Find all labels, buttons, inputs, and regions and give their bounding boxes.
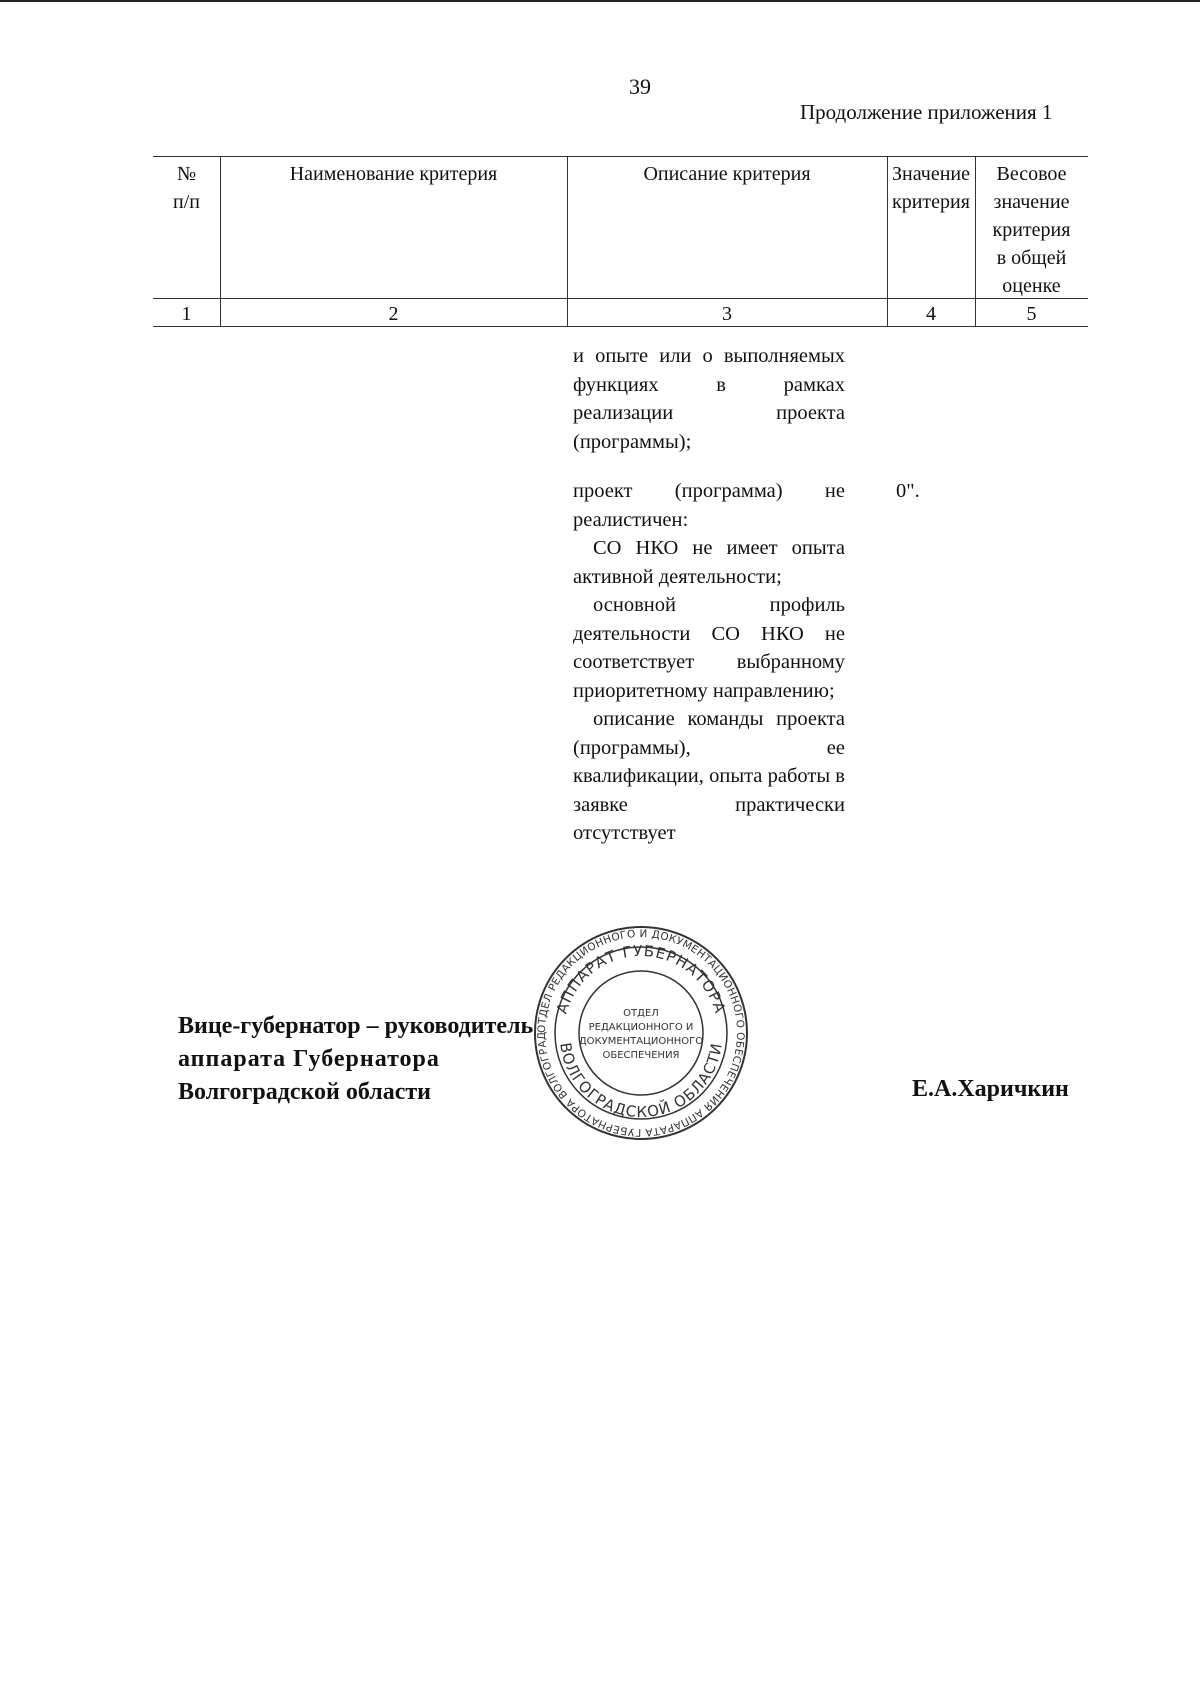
description-criterion: [573, 477, 845, 848]
column-number: 2: [388, 303, 399, 325]
criterion-value: 0".: [896, 480, 920, 502]
column-number: 3: [722, 303, 732, 325]
table-top-border: [153, 156, 1088, 157]
description-continuation: [573, 342, 845, 456]
continuation-text: и опыте или о выполняемых функциях в рамках реализации проекта (программы);: [573, 345, 845, 453]
stamp-outer-text: ОТДЕЛ РЕДАКЦИОННОГО И ДОКУМЕНТАЦИОННОГО ОБЕСПЕЧЕНИЯ АППАРАТА ГУБЕРНАТОРА ВОЛГОГРАД: [535, 927, 747, 1139]
stamp-inner-top-text: АППАРАТ ГУБЕРНАТОРА: [552, 941, 730, 1016]
signatory-title-line: Волгоградской области: [178, 1079, 431, 1105]
stamp-seal-icon: [532, 924, 750, 1142]
signatory-title-line: Вице-губернатор – руководитель: [178, 1013, 534, 1039]
criterion-text: проект (программа) не реалистичен:: [573, 480, 845, 531]
column-number: 5: [1026, 303, 1037, 325]
column-number: 1: [181, 303, 192, 325]
header-criterion-name: Наименование критерия: [289, 163, 498, 185]
signatory-title: [178, 1010, 533, 1109]
official-stamp: [532, 924, 750, 1142]
column-number: 4: [926, 303, 936, 325]
header-criterion-value: Значение критерия: [891, 163, 971, 213]
table-bottom-border: [153, 326, 1088, 327]
header-criterion-weight: Весовое значение критерия в общей оценке: [992, 163, 1071, 297]
appendix-note: Продолжение приложения 1: [800, 100, 1053, 124]
signatory-name: Е.А.Харичкин: [912, 1076, 1069, 1102]
reason-text: описание команды проекта (программы), ее квалификации, опыта работы в заявке практически отсутствует: [573, 708, 845, 844]
header-criterion-description: Описание критерия: [643, 163, 811, 185]
page-top-edge: [0, 0, 1200, 2]
page-number: 39: [629, 74, 651, 99]
signatory-title-line: аппарата Губернатора: [178, 1046, 440, 1072]
stamp-center-line: ОБЕСПЕЧЕНИЯ: [602, 1050, 680, 1061]
stamp-center-line: ОТДЕЛ: [623, 1008, 659, 1019]
reason-text: СО НКО не имеет опыта активной деятельности;: [573, 537, 845, 588]
header-number: № п/п: [173, 163, 200, 213]
criteria-table-header: [153, 156, 1088, 326]
table-header-divider: [153, 298, 1088, 299]
reason-text: основной профиль деятельности СО НКО не соответствует выбранному приоритетному направлению;: [573, 594, 845, 702]
stamp-center-line: РЕДАКЦИОННОГО И: [588, 1022, 694, 1033]
stamp-inner-bottom-text: ВОЛГОГРАДСКОЙ ОБЛАСТИ: [556, 1041, 726, 1122]
stamp-center-line: ДОКУМЕНТАЦИОННОГО: [578, 1036, 704, 1047]
